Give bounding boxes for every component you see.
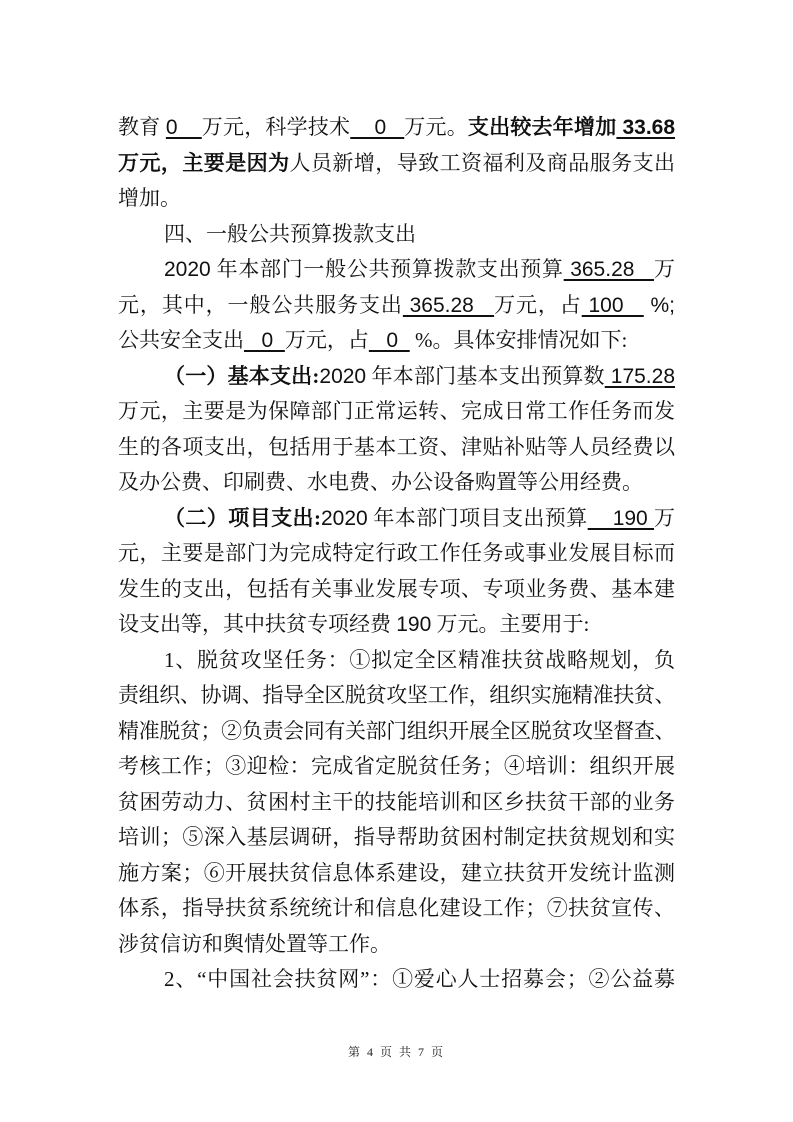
bold-text: 万元，主要是因为: [118, 150, 290, 175]
text-line: [118, 678, 675, 712]
filled-value: 33.68: [616, 116, 676, 139]
text-line: [118, 927, 675, 961]
text-line: [118, 146, 675, 180]
text-line: [118, 820, 675, 854]
text-segment: 精准脱贫；②负责会同有关部门组织开展全区脱贫攻坚督查、: [118, 718, 675, 743]
text-segment: 2020: [319, 364, 367, 388]
text-segment: 年本部门基本支出预算数: [366, 363, 605, 388]
text-segment: 年本部门项目支出预算: [367, 505, 588, 530]
text-segment: 责组织、协调、指导全区脱贫攻坚工作，组织实施精准扶贫、: [118, 683, 675, 707]
filled-value: 0: [165, 116, 202, 139]
text-segment: 元，主要是部门为完成特定行政工作任务或事业发展目标而: [118, 541, 675, 565]
filled-value: 175.28: [604, 364, 675, 388]
text-segment: 体系，指导扶贫系统统计和信息化建设工作；⑦扶贫宣传、: [118, 896, 675, 920]
filled-value: 0: [350, 116, 405, 139]
text-segment: 涉贫信访和舆情处置等工作。: [118, 931, 391, 956]
bold-text: 支出较去年增加: [467, 115, 617, 139]
text-line: [118, 430, 675, 464]
text-segment: %;: [643, 293, 676, 317]
text-segment: 培训；⑤深入基层调研，指导帮助贫困村制定扶贫规划和实: [118, 825, 675, 849]
text-line: [118, 749, 675, 783]
text-line: [118, 359, 675, 393]
filled-value: 0: [368, 329, 410, 352]
filled-value: 365.28: [563, 258, 654, 281]
text-line: [118, 536, 675, 570]
text-segment: 万元。主要用于:: [431, 612, 590, 636]
filled-value: 190: [587, 506, 654, 530]
page-footer: 第 4 页 共 7 页: [347, 1045, 445, 1059]
text-segment: 万: [654, 505, 675, 530]
text-line: [118, 572, 675, 606]
text-segment: %。具体安排情况如下:: [409, 328, 628, 352]
text-line: [118, 252, 675, 286]
text-segment: 公共安全支出: [118, 328, 244, 352]
text-segment: 万元，科学技术: [201, 115, 351, 139]
text-line: [118, 501, 675, 535]
text-line: [118, 643, 675, 677]
text-segment: 2020: [320, 506, 368, 530]
text-line: [118, 856, 675, 890]
text-segment: 增加。: [118, 186, 181, 210]
bold-text: （一）基本支出:: [164, 363, 320, 388]
text-segment: 190: [396, 613, 432, 636]
filled-value: 0: [244, 329, 285, 352]
text-segment: 万元，占: [494, 292, 582, 317]
filled-value: 100: [581, 293, 644, 317]
text-line: [118, 288, 675, 322]
bold-text: （二）项目支出:: [164, 505, 321, 530]
text-segment: 万元，占: [284, 328, 369, 352]
text-line: [118, 962, 675, 996]
text-line: [118, 110, 675, 144]
text-line: [118, 323, 675, 357]
text-line: [118, 394, 675, 428]
text-segment: 万: [654, 257, 675, 281]
text-segment: 设支出等，其中扶贫专项经费: [118, 612, 397, 636]
text-segment: 考核工作；③迎检：完成省定脱贫任务；④培训：组织开展: [118, 754, 675, 778]
text-segment: 及办公费、印刷费、水电费、办公设备购置等公用经费。: [118, 470, 643, 494]
text-line: [118, 714, 675, 748]
text-segment: 发生的支出，包括有关事业发展专项、专项业务费、基本建: [118, 576, 675, 601]
text-segment: 2、“中国社会扶贫网”：①爱心人士招募会；②公益募: [164, 967, 675, 991]
text-segment: 教育: [118, 115, 166, 139]
text-segment: 万元，主要是为保障部门正常运转、完成日常工作任务而发: [118, 399, 675, 423]
text-line: [118, 785, 675, 819]
text-segment: 四、一般公共预算拨款支出: [164, 221, 416, 246]
text-line: [118, 181, 675, 215]
text-line: [118, 217, 675, 251]
text-segment: 生的各项支出，包括用于基本工资、津贴补贴等人员经费以: [118, 434, 675, 459]
text-line: [118, 465, 675, 499]
text-segment: 万元。: [404, 115, 468, 139]
text-segment: 施方案；⑥开展扶贫信息体系建设，建立扶贫开发统计监测: [118, 860, 675, 885]
text-segment: 人员新增，导致工资福利及商品服务支出: [289, 150, 676, 175]
text-segment: 1、脱贫攻坚任务：①拟定全区精准扶贫战略规划，负: [164, 647, 675, 672]
text-segment: 元，其中，一般公共服务支出: [118, 292, 403, 317]
text-line: [118, 607, 675, 641]
text-segment: 2020: [164, 258, 211, 281]
text-segment: 年本部门一般公共预算拨款支出预算: [210, 257, 564, 281]
text-segment: 贫困劳动力、贫困村主干的技能培训和区乡扶贫干部的业务: [118, 789, 675, 814]
text-line: [118, 891, 675, 925]
filled-value: 365.28: [402, 293, 495, 317]
